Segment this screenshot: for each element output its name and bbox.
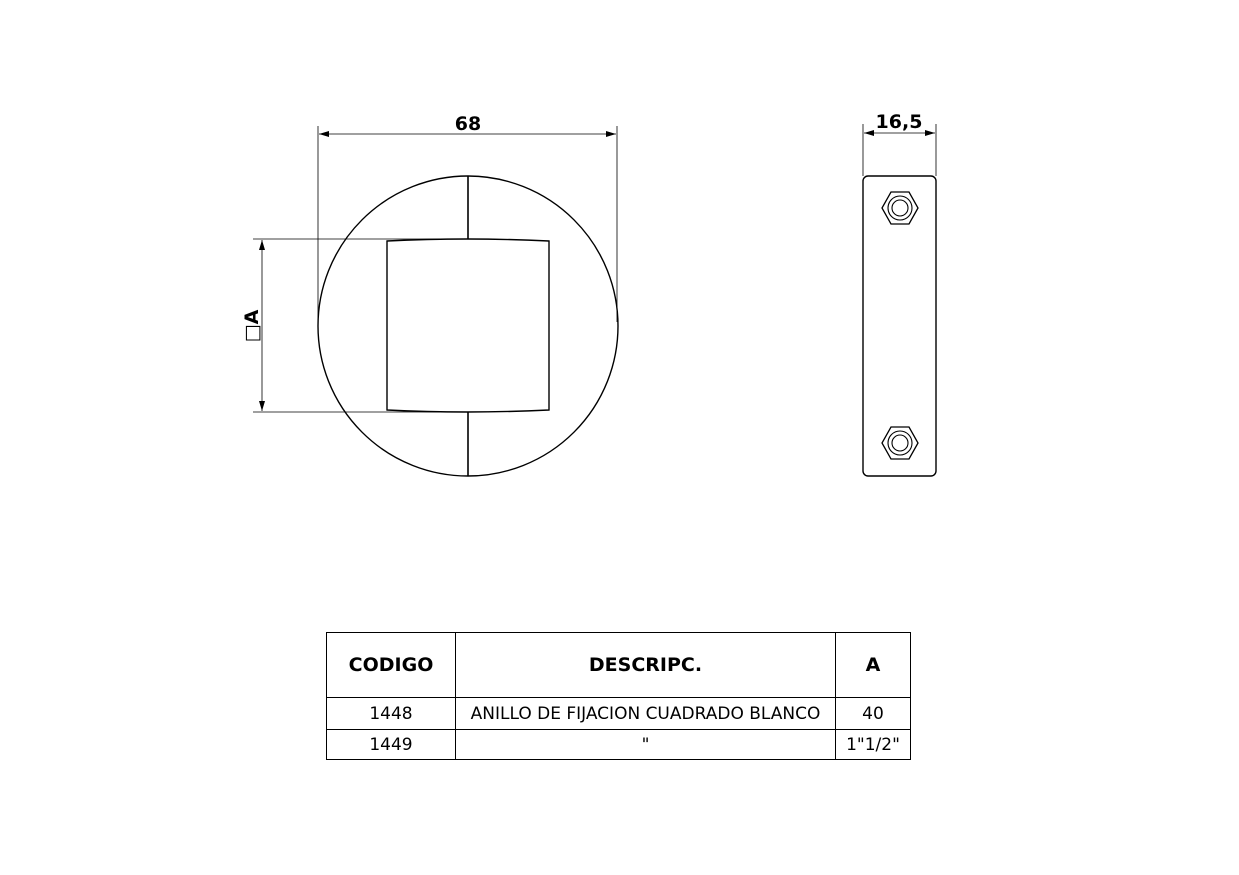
cell-code: 1448 bbox=[327, 698, 456, 730]
cell-a: 40 bbox=[836, 698, 911, 730]
thickness-dimension-label: 16,5 bbox=[875, 111, 923, 133]
square-dimension-label: □A bbox=[241, 309, 263, 343]
front-view bbox=[253, 126, 618, 476]
cell-description: ANILLO DE FIJACION CUADRADO BLANCO bbox=[456, 698, 836, 730]
cell-a: 1"1/2" bbox=[836, 730, 911, 760]
header-description: DESCRIPC. bbox=[456, 633, 836, 698]
cell-description: " bbox=[456, 730, 836, 760]
width-dimension-label: 68 bbox=[454, 113, 482, 135]
table-row bbox=[327, 730, 911, 760]
hex-nut-top-icon bbox=[882, 192, 918, 224]
cell-code: 1449 bbox=[327, 730, 456, 760]
table-header-row bbox=[327, 633, 911, 698]
square-opening bbox=[387, 239, 549, 412]
side-view bbox=[863, 124, 936, 476]
specification-table bbox=[326, 632, 911, 760]
table-row bbox=[327, 698, 911, 730]
header-a: A bbox=[836, 633, 911, 698]
header-code: CODIGO bbox=[327, 633, 456, 698]
hex-nut-bottom-icon bbox=[882, 427, 918, 459]
